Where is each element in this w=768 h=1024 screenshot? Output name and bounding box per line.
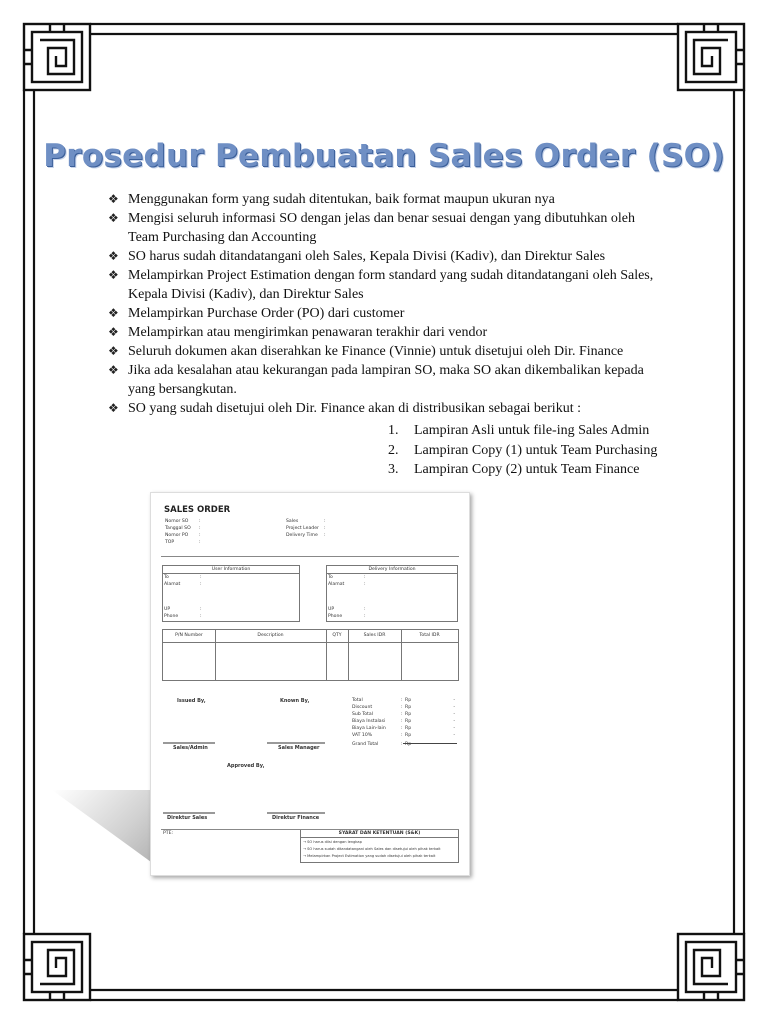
form-field-label: Project Leader [286, 526, 319, 531]
total-label: Grand Total [352, 742, 379, 747]
sales-order-form-image [150, 492, 470, 876]
total-colon: : [401, 726, 403, 731]
user-info-fields-bottom [164, 606, 202, 620]
page-title: Prosedur Pembuatan Sales Order (SO) [43, 138, 725, 174]
total-label: Discount [352, 705, 373, 710]
form-field-label: Delivery Time [286, 533, 318, 538]
form-field-colon: : [324, 526, 326, 531]
total-value: - [453, 733, 455, 738]
info-field-row [328, 606, 366, 613]
info-field-colon: : [200, 614, 202, 619]
procedure-item-text: Kepala Divisi (Kadiv), dan Direktur Sales [128, 287, 364, 302]
direktur-finance-signature-line [267, 812, 325, 814]
info-field-row [164, 613, 202, 620]
sales-manager-signature-line [267, 742, 325, 744]
distribution-item-text: Lampiran Copy (2) untuk Team Finance [414, 462, 640, 477]
distribution-item-text: Lampiran Asli untuk file-ing Sales Admin [414, 423, 650, 438]
form-field-label: Sales [286, 519, 299, 524]
grand-total-rule [403, 743, 457, 744]
total-currency: Rp [405, 733, 412, 738]
terms-header: SYARAT DAN KETENTUAN (S&K) [301, 830, 458, 838]
diamond-bullet-icon: ❖ [108, 344, 119, 358]
direktur-finance-label: Direktur Finance [272, 815, 320, 821]
terms-item: → SO harus diisi dengan lengkap [303, 840, 362, 844]
table-column-header: Description [257, 633, 284, 638]
table-column-header: Total IDR [419, 633, 440, 638]
known-by-label: Known By, [280, 698, 310, 704]
total-colon: : [401, 719, 403, 724]
info-field-row [328, 613, 366, 620]
total-currency: Rp [405, 712, 412, 717]
form-field-colon: : [199, 540, 201, 545]
distribution-item [388, 421, 657, 441]
procedure-item-text: Team Purchasing dan Accounting [128, 230, 317, 245]
form-field-label: Nomor PO [165, 533, 189, 538]
procedure-item [108, 323, 698, 342]
table-column-header: P/N Number [175, 633, 203, 638]
table-column-header: Sales IDR [363, 633, 386, 638]
user-information-header: User Information [163, 566, 299, 574]
total-colon: : [401, 733, 403, 738]
total-label: Total [352, 698, 363, 703]
form-field-row [165, 539, 201, 546]
info-field-row [328, 581, 366, 588]
info-field-colon: : [364, 614, 366, 619]
diamond-bullet-icon: ❖ [108, 363, 119, 377]
diamond-bullet-icon: ❖ [108, 211, 119, 225]
total-currency: Rp [405, 698, 412, 703]
total-colon: : [401, 712, 403, 717]
total-currency: Rp [405, 742, 412, 747]
procedure-item [108, 361, 698, 399]
form-field-label: Nomor SO [165, 519, 189, 524]
procedure-item [108, 209, 698, 247]
corner-ornament-bottom-left [24, 934, 90, 1000]
totals-block [352, 697, 457, 748]
total-value: - [453, 726, 455, 731]
info-field-colon: : [200, 575, 202, 580]
form-field-colon: : [199, 519, 201, 524]
total-value: - [453, 742, 455, 747]
sales-admin-signature-line [163, 742, 215, 744]
distribution-item-number: 2. [388, 442, 399, 458]
distribution-item-number: 3. [388, 462, 399, 477]
approved-by-label: Approved By, [227, 763, 265, 769]
procedure-item-text: Jika ada kesalahan atau kekurangan pada lampiran SO, maka SO akan dikembalikan kepada [128, 363, 644, 378]
total-row [352, 718, 457, 725]
terms-item: → Melampirkan Project Estimation yang sudah disetujui oleh pihak terkait [303, 854, 436, 858]
info-field-row [328, 574, 366, 581]
delivery-info-fields-top [328, 574, 366, 588]
total-currency: Rp [405, 719, 412, 724]
total-row [352, 725, 457, 732]
form-field-row [286, 518, 326, 525]
diamond-bullet-icon: ❖ [108, 192, 119, 206]
procedure-item [108, 266, 698, 304]
corner-ornament-bottom-right [678, 934, 744, 1000]
total-value: - [453, 712, 455, 717]
total-label: VAT 10% [352, 733, 373, 738]
info-field-colon: : [200, 582, 202, 587]
info-field-row [164, 606, 202, 613]
total-value: - [453, 698, 455, 703]
info-field-label: To [328, 575, 333, 580]
form-field-colon: : [199, 526, 201, 531]
procedure-item-text: Menggunakan form yang sudah ditentukan, baik format maupun ukuran nya [128, 192, 555, 207]
corner-ornament-top-left [24, 24, 90, 90]
procedure-item-text: Mengisi seluruh informasi SO dengan jelas dan benar sesuai dengan yang dibutuhkan oleh [128, 211, 635, 226]
distribution-item-number: 1. [388, 423, 399, 438]
info-field-colon: : [200, 607, 202, 612]
form-field-colon: : [324, 519, 326, 524]
diamond-bullet-icon: ❖ [108, 401, 119, 415]
procedure-item [108, 304, 698, 323]
total-colon: : [401, 698, 403, 703]
total-colon: : [401, 705, 403, 710]
terms-item: → SO harus sudah ditandatangani oleh Sales dan disetujui oleh pihak terkait [303, 847, 441, 851]
total-currency: Rp [405, 726, 412, 731]
total-row [352, 704, 457, 711]
info-field-row [164, 574, 202, 581]
delivery-info-fields-bottom [328, 606, 366, 620]
info-field-colon: : [364, 575, 366, 580]
info-field-label: Alamat [164, 582, 181, 587]
procedure-item-text: Melampirkan Project Estimation dengan form standard yang sudah ditandatangani oleh Sales, [128, 268, 654, 283]
procedure-item [108, 247, 698, 266]
sales-manager-label: Sales Manager [278, 745, 320, 751]
pte-label: PTE: [163, 831, 174, 836]
procedure-item [108, 342, 698, 361]
procedure-item-text: Melampirkan atau mengirimkan penawaran terakhir dari vendor [128, 325, 488, 340]
total-colon: : [401, 742, 403, 747]
total-row [352, 697, 457, 704]
procedure-item-text: SO harus sudah ditandatangani oleh Sales, Kepala Divisi (Kadiv), dan Direktur Sales [128, 249, 606, 264]
user-information-box [162, 565, 300, 622]
table-column-divider [348, 630, 349, 680]
total-label: Biaya Instalasi [352, 719, 386, 724]
form-field-colon: : [324, 533, 326, 538]
table-column-divider [401, 630, 402, 680]
terms-box [300, 830, 459, 863]
procedure-item-text: Seluruh dokumen akan diserahkan ke Finance (Vinnie) untuk disetujui oleh Dir. Finance [128, 344, 624, 359]
user-info-fields-top [164, 574, 202, 588]
total-value: - [453, 719, 455, 724]
info-field-colon: : [364, 607, 366, 612]
form-field-colon: : [199, 533, 201, 538]
sales-admin-label: Sales/Admin [173, 745, 208, 751]
info-field-label: Phone [328, 614, 343, 619]
form-field-row [165, 525, 201, 532]
distribution-item [388, 460, 657, 480]
delivery-information-box [326, 565, 458, 622]
terms-list [303, 839, 441, 860]
distribution-item [388, 441, 657, 461]
diamond-bullet-icon: ❖ [108, 268, 119, 282]
table-column-header: QTY [332, 633, 342, 638]
items-table-header [163, 630, 458, 643]
info-field-label: UP [328, 607, 335, 612]
form-divider [161, 556, 459, 557]
table-column-divider [326, 630, 327, 680]
issued-by-label: Issued By, [177, 698, 206, 704]
total-label: Sub Total [352, 712, 373, 717]
total-row [352, 711, 457, 718]
form-field-label: TOP [165, 540, 175, 545]
form-field-row [165, 518, 201, 525]
distribution-list [388, 421, 657, 480]
diamond-bullet-icon: ❖ [108, 306, 119, 320]
corner-ornament-top-right [678, 24, 744, 90]
delivery-information-header: Delivery Information [327, 566, 457, 574]
total-currency: Rp [405, 705, 412, 710]
table-column-divider [215, 630, 216, 680]
procedure-item [108, 190, 698, 209]
form-title: SALES ORDER [164, 505, 231, 515]
info-field-row [164, 581, 202, 588]
procedure-list [108, 190, 698, 418]
procedure-item-text: Melampirkan Purchase Order (PO) dari customer [128, 306, 405, 321]
total-value: - [453, 705, 455, 710]
info-field-label: To [164, 575, 169, 580]
info-field-label: Alamat [328, 582, 345, 587]
diamond-bullet-icon: ❖ [108, 325, 119, 339]
diamond-bullet-icon: ❖ [108, 249, 119, 263]
procedure-item-text: yang bersangkutan. [128, 382, 237, 397]
items-table [162, 629, 459, 681]
distribution-item-text: Lampiran Copy (1) untuk Team Purchasing [414, 442, 658, 458]
form-field-label: Tanggal SO [165, 526, 191, 531]
direktur-sales-signature-line [163, 812, 215, 814]
direktur-sales-label: Direktur Sales [167, 815, 208, 821]
procedure-item-text: SO yang sudah disetujui oleh Dir. Finance akan di distribusikan sebagai berikut : [128, 401, 581, 416]
form-field-row [286, 532, 326, 539]
info-field-colon: : [364, 582, 366, 587]
info-field-label: UP [164, 607, 171, 612]
total-label: Biaya Lain-lain [352, 726, 386, 731]
form-header-left-fields [165, 518, 201, 546]
form-field-row [165, 532, 201, 539]
info-field-label: Phone [164, 614, 179, 619]
form-header-right-fields [286, 518, 326, 539]
procedure-item [108, 399, 698, 418]
total-row [352, 732, 457, 739]
form-field-row [286, 525, 326, 532]
